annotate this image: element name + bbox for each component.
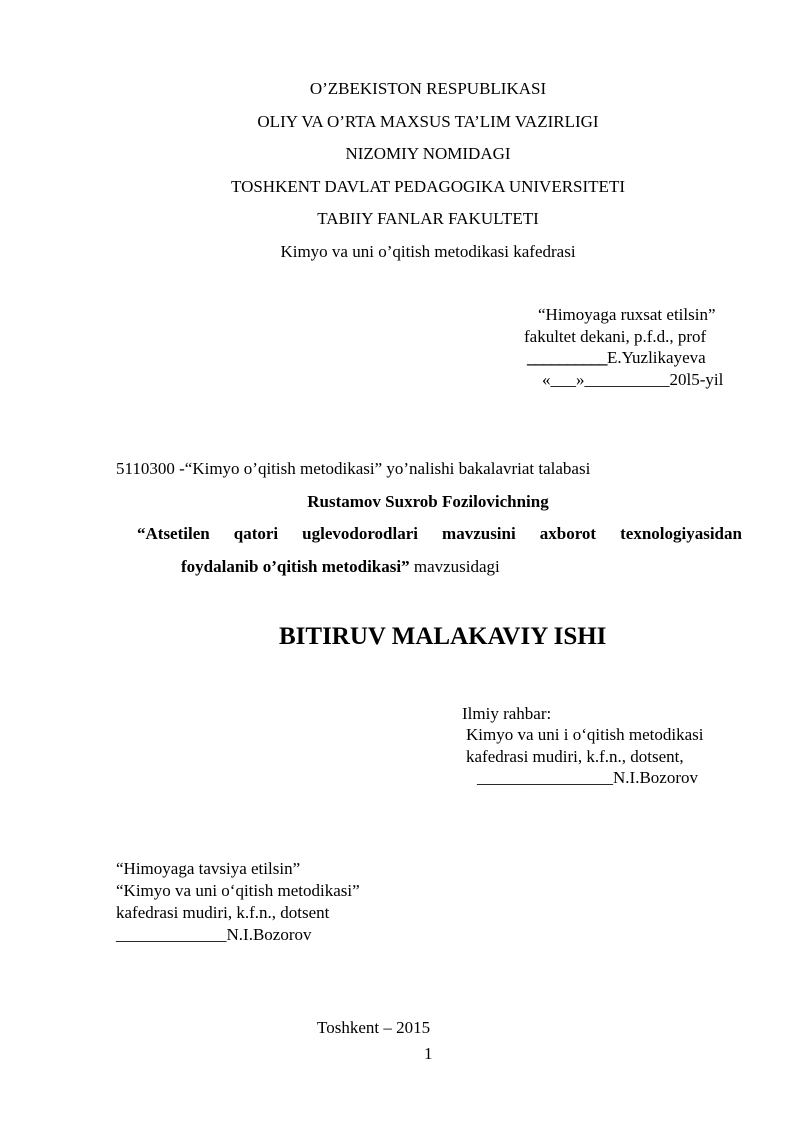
topic-line-2-bold: foydalanib o’qitish metodikasi” bbox=[181, 557, 410, 576]
header-university: TOSHKENT DAVLAT PEDAGOGIKA UNIVERSITETI bbox=[231, 177, 625, 196]
topic-word: qatori bbox=[233, 524, 279, 543]
approval-line-2: fakultet dekani, p.f.d., prof bbox=[524, 327, 707, 346]
recommendation-line-3: kafedrasi mudiri, k.f.n., dotsent bbox=[116, 903, 330, 922]
header-faculty: TABIIY FANLAR FAKULTETI bbox=[317, 209, 539, 228]
approval-signature-blank: __________ bbox=[527, 348, 607, 367]
topic-line-1 bbox=[137, 525, 742, 542]
topic-line-2 bbox=[181, 558, 500, 575]
page-number: 1 bbox=[424, 1044, 433, 1063]
footer-city-year: Toshkent – 2015 bbox=[317, 1018, 431, 1037]
approval-line-3 bbox=[527, 349, 706, 366]
supervisor-line-1: Kimyo va uni i o‘qitish metodikasi bbox=[466, 725, 704, 744]
recommendation-line-1: “Himoyaga tavsiya etilsin” bbox=[116, 859, 301, 878]
approval-dean-name: E.Yuzlikayeva bbox=[607, 348, 706, 367]
student-program-line: 5110300 -“Kimyo o’qitish metodikasi” yo’nalishi bakalavriat talabasi bbox=[116, 459, 591, 478]
topic-word: uglevodorodlari bbox=[302, 524, 419, 543]
header-republic: O’ZBEKISTON RESPUBLIKASI bbox=[309, 79, 547, 98]
topic-word: axborot bbox=[539, 524, 597, 543]
recommendation-line-2: “Kimyo va uni o‘qitish metodikasi” bbox=[116, 881, 360, 900]
header-ministry: OLIY VA O’RTA MAXSUS TA’LIM VAZIRLIGI bbox=[257, 112, 599, 131]
supervisor-label: Ilmiy rahbar: bbox=[462, 704, 552, 723]
approval-date-line: «___»__________20l5-yil bbox=[542, 370, 724, 389]
supervisor-signature-line: ________________N.I.Bozorov bbox=[477, 768, 698, 787]
document-title: BITIRUV MALAKAVIY ISHI bbox=[279, 623, 607, 650]
header-department: Kimyo va uni o’qitish metodikasi kafedrasi bbox=[280, 242, 576, 261]
topic-word: “Atsetilen bbox=[137, 524, 210, 543]
topic-word: texnologiyasidan bbox=[620, 524, 742, 543]
recommendation-signature-line: _____________N.I.Bozorov bbox=[116, 925, 312, 944]
topic-line-2-suffix: mavzusidagi bbox=[409, 557, 500, 576]
supervisor-line-2: kafedrasi mudiri, k.f.n., dotsent, bbox=[466, 747, 684, 766]
approval-line-1: “Himoyaga ruxsat etilsin” bbox=[538, 305, 716, 324]
header-named-after: NIZOMIY NOMIDAGI bbox=[345, 144, 511, 163]
student-name: Rustamov Suxrob Fozilovichning bbox=[307, 492, 549, 511]
topic-word: mavzusini bbox=[442, 524, 516, 543]
